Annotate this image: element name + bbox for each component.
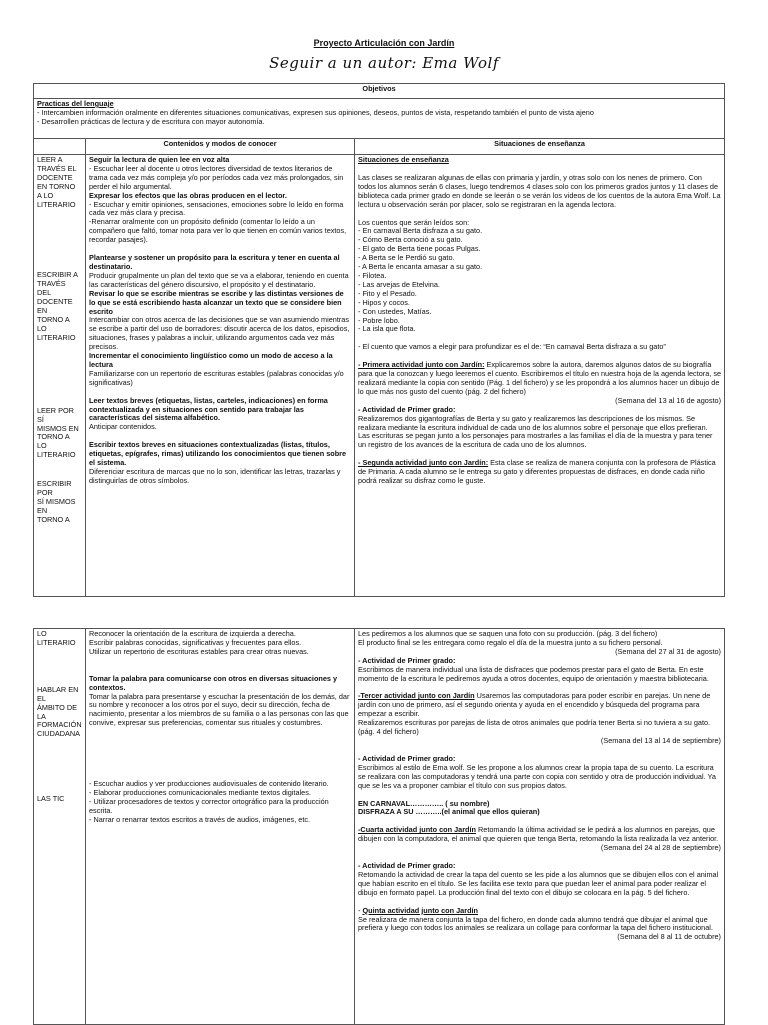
situation-text: - El cuento que vamos a elegir para profundizar es el de: “En carnaval Berta disfraza a su gato” — [358, 342, 666, 352]
list-item: - Fito y el Pesado. — [358, 288, 417, 298]
activity-2 — [358, 459, 721, 486]
situation-text: Las clases se realizaran algunas de ellas con primaria y jardín, y otras solo con los nenes de primero. Con todos los alumnos serán 6 clases, luego tendremos 4 clases solo con los primeros grados juntos y 11 clases de biblioteca cada primer grado en donde se leerán o se verán los videos de los cuentos de la autora Ema Wolf. La lectura u observación serán por placer, solo se registraran en la agenda lectora. — [358, 172, 721, 209]
list-item: - A Berta se le Perdió su gato. — [358, 253, 455, 263]
text-line: EL — [37, 693, 46, 703]
activity-text: Realizaremos dos gigantografías de Berta y su gato y realizaremos las descripciones de los mismos. Se realizara mediante la escritura individual de cada uno de los alumnos sobre el personaje que ellos prefieran. Las escrituras se pegan junto a los personajes para mostrarles a las familias el día de la muestra y para tener un registro de los avances de la escritura de cada uno de los alumnos. — [358, 413, 713, 450]
story-list — [358, 227, 721, 334]
text-line: Retomando la última actividad se le pedirá a los alumnos en parejas, que dibujen con la computadora, el animal que quieren que tenga Berta, retomando la lista realizada la vez anterior. — [358, 825, 719, 844]
page-2 — [0, 628, 768, 1024]
text-line: TRAVÉS — [37, 279, 66, 289]
activity-label: - Actividad de Primer grado: — [358, 655, 456, 665]
content-heading: Incrementar el conocimiento lingüístico como un modo de acceso a la lectura — [89, 351, 333, 369]
text-line: FORMACIÓN — [37, 720, 82, 730]
text-line: LITERARIO — [37, 199, 76, 209]
content-heading: Leer textos breves (etiquetas, listas, carteles, indicaciones) en forma contextualizada y en situaciones con sentido para trabajar las características del sistema alfabético. — [89, 395, 328, 423]
contenidos-column — [86, 629, 355, 1025]
activity-date: (Semana del 24 al 28 de septiembre) — [600, 843, 721, 853]
axis-escribir-docente — [37, 271, 82, 342]
text-line: DEL — [37, 288, 52, 298]
text-line: SÍ MISMOS — [37, 496, 76, 506]
axis-escribir-mismos — [37, 480, 82, 525]
content-text: - Escuchar y emitir opiniones, sensaciones, emociones sobre lo leído en forma cada vez más clara y precisa. — [89, 199, 344, 218]
content-text: Diferenciar escritura de marcas que no lo son, identificar las letras, trazarlas y distinguirlas de otros símbolos. — [89, 467, 341, 485]
axis-column — [34, 155, 86, 597]
objectives-content — [34, 99, 725, 139]
axis-lo-literario — [37, 630, 82, 648]
activity-label: Quinta actividad junto con Jardín — [362, 905, 479, 915]
objective-line: - Desarrollen prácticas de lectura y de escritura con mayor autonomía. — [37, 116, 265, 126]
list-item: - En carnaval Berta disfraza a su gato. — [358, 226, 483, 236]
text-line: LA — [37, 711, 46, 721]
text-line: ÁMBITO DE — [37, 702, 78, 712]
activity-text: Escribimos al estilo de Ema wolf. Se les propone a los alumnos crear la propia tapa de su cuento. La escritura se realizara con las computadoras y tendrá una parte con copia con sentido y otra de producción individual. Ya que se les va a proponer cambiar el título con sus propios datos. — [358, 762, 716, 790]
title-template-line: EN CARNAVAL………….. ( su nombre) — [358, 798, 490, 808]
list-item: - Con ustedes, Matías. — [358, 306, 432, 316]
content-text: Utilizar un repertorio de escrituras estables para crear otras nuevas. — [89, 646, 309, 656]
page-break — [0, 600, 768, 628]
content-heading: Plantearse y sostener un propósito para la escritura y tener en cuenta al destinatario. — [89, 253, 340, 271]
activity-date: (Semana del 8 al 11 de octubre) — [617, 932, 721, 942]
activity-label: - Actividad de Primer grado: — [358, 861, 456, 871]
activity-4 — [358, 826, 721, 844]
content-text: Familiarizarse con un repertorio de escrituras estables (palabras conocidas y/o significativas) — [89, 368, 344, 387]
axis-header-empty — [34, 139, 86, 155]
text-line: Esta clase se realiza de manera conjunta con la profesora de Plástica de Primaria. A cada alumno se le entrega su gato y diferentes propuestas de disfraces, en donde cada niño podrá realizar su disfraz como le guste. — [358, 458, 716, 486]
situaciones-column — [355, 629, 725, 1025]
text-line: CIUDADANA — [37, 729, 80, 739]
activity-text: Realizaremos escrituras por parejas de lista de otros animales que podría tener Berta si no tuviera a su gato. (pág. 4 del fichero) — [358, 718, 711, 737]
text-line: POR — [37, 488, 53, 498]
text-line: EN — [37, 505, 48, 515]
text-line: TORNO A — [37, 314, 70, 324]
list-item: - Elaborar producciones comunicacionales mediante textos digitales. — [89, 788, 311, 798]
objectives-subheading: Practicas del lenguaje — [37, 99, 114, 108]
situaciones-column — [355, 155, 725, 597]
text-line: - — [358, 905, 363, 915]
objective-line: - Intercambien información oralmente en diferentes situaciones comunicativas, expresen sus opiniones, deseos, puntos de vista, respetando también el punto de vista ajeno — [37, 107, 594, 117]
content-heading: Escribir textos breves en situaciones contextualizadas (listas, títulos, etiquetas, epígrafes, rimas) utilizando los conocimientos que tienen sobre el sistema. — [89, 440, 347, 468]
activity-3 — [358, 692, 721, 719]
axis-hablar — [37, 686, 82, 739]
text-line: TRAVÉS EL — [37, 163, 77, 173]
activity-text: Retomando la actividad de crear la tapa del cuento se les pide a los alumnos que se dibujen ellos con el animal que habían escrito en el título. Se les facilita ese texto para que puedan leer el animal para poder realizar el dibujo en formato papel. La producción final del texto con el dibujo se colocara en la pág. 5 del fichero. — [358, 869, 719, 897]
column-header-situaciones: Situaciones de enseñanza — [355, 139, 725, 155]
title-template-line: DISFRAZA A SU ………..(el animal que ellos quieran) — [358, 807, 540, 817]
activity-label: - Actividad de Primer grado: — [358, 404, 456, 414]
list-item: - A Berta le encanta amasar a su gato. — [358, 262, 483, 272]
contenidos-column — [86, 155, 355, 597]
text-line: DOCENTE — [37, 297, 73, 307]
text-line: LO — [37, 629, 47, 638]
activity-label: -Tercer actividad junto con Jardín — [358, 691, 475, 701]
text-line: LITERARIO — [37, 450, 76, 460]
list-item: - Las arvejas de Etelvina. — [358, 279, 440, 289]
content-text: Producir grupalmente un plan del texto que se va a elaborar, teniendo en cuenta las características del género discursivo, el propósito y el destinatario. — [89, 270, 349, 289]
text-line: LITERARIO — [37, 332, 76, 342]
text-line: A LO — [37, 190, 54, 200]
activity-label: - Segunda actividad junto con Jardín: — [358, 458, 489, 468]
list-item: - Narrar o renarrar textos escritos a través de audios, imágenes, etc. — [89, 814, 311, 824]
content-text: - Escuchar leer al docente u otros lectores diversidad de textos literarios de trama cada vez más compleja y/o por períodos cada vez más prolongados, sin perder el hilo argumental. — [89, 163, 344, 191]
column-header-contenidos: Contenidos y modos de conocer — [86, 139, 355, 155]
text-line: EN TORNO — [37, 181, 76, 191]
text-line: LITERARIO — [37, 637, 76, 647]
story-list-title: Los cuentos que serán leídos son: — [358, 217, 470, 227]
content-text: Tomar la palabra para presentarse y escuchar la presentación de los demás, dar su nombre y reconocer a los otros por el suyo, decir su dirección, fecha de nacimiento, presentar a los miembros de su familia o a las personas con las que convive, expresar sus preferencias, comentar sus rituales y costumbres. — [89, 691, 350, 728]
text-line: HABLAR EN — [37, 684, 79, 694]
list-item: - Cómo Berta conoció a su gato. — [358, 235, 463, 245]
content-text: Anticipar contenidos. — [89, 422, 157, 432]
content-heading: Revisar lo que se escribe mientras se escribe y las distintas versiones de lo que se está escribiendo hasta alcanzar un texto que se considere bien escrito — [89, 288, 344, 316]
text-line: ESCRIBIR — [37, 479, 72, 489]
situation-text: Les pediremos a los alumnos que se saquen una foto con su producción. (pág. 3 del fichero) — [358, 629, 658, 638]
tic-list — [89, 780, 351, 825]
activity-label: - Primera actividad junto con Jardín: — [358, 360, 485, 370]
text-line: EN — [37, 306, 48, 316]
activity-1 — [358, 361, 721, 397]
text-line: SÍ — [37, 414, 44, 424]
text-line: TORNO A — [37, 432, 70, 442]
content-heading: Expresar los efectos que las obras producen en el lector. — [89, 190, 287, 200]
axis-leer-docente — [37, 156, 82, 209]
axis-las-tic: LAS TIC — [37, 794, 65, 804]
content-text: Escribir palabras conocidas, significativas y frecuentes para ellos. — [89, 637, 302, 647]
list-item: - Hipos y cocos. — [358, 297, 410, 307]
activity-label: -Cuarta actividad junto con Jardín — [358, 825, 476, 835]
text-line: Explicaremos sobre la autora, daremos algunos datos de su biografía para que la conozcan y luego leeremos el cuento. Escribiremos el título en nuestra hoja de la agenda lectora, se realizará mediante la copia con sentido (Pág. 1 del fichero) y se les propondrá a los alumnos hacer un dibujo de lo que más nos gusto del cuento (pág. 2 del fichero) — [358, 360, 722, 396]
text-line: DOCENTE — [37, 172, 73, 182]
activity-date: (Semana del 13 al 16 de agosto) — [615, 395, 722, 405]
text-line: MISMOS EN — [37, 423, 79, 433]
text-line: LEER A — [37, 155, 63, 164]
text-line: Usaremos las computadoras para poder escribir en parejas. Un nene de jardín con uno de primero, así el segundo orienta y ayuda en el encendido y búsqueda del programa para empezar a escribir. — [358, 691, 711, 719]
list-item: - Escuchar audios y ver producciones audiovisuales de contenido literario. — [89, 779, 329, 789]
list-item: - Utilizar procesadores de textos y corrector ortográfico para la producción escrita. — [89, 796, 329, 815]
objectives-table — [33, 83, 725, 597]
content-text: -Renarrar oralmente con un propósito definido (comentar lo leído a un compañero que faltó, tomar nota para ver lo que tienen en común varios textos, recordar pasajes). — [89, 217, 347, 245]
content-heading: Seguir la lectura de quien lee en voz alta — [89, 155, 230, 164]
document-title: Proyecto Articulación con Jardín — [313, 38, 455, 48]
text-line: LO — [37, 441, 47, 451]
activity-text: Escribimos de manera individual una lista de disfraces que podemos prestar para el gato de Berta. En este momento de la escritura le pediremos ayuda a otros docentes, equipo de orientación y maestra bibliotecaria. — [358, 664, 709, 683]
list-item: - Filotea. — [358, 270, 387, 280]
activity-label: - Actividad de Primer grado: — [358, 753, 456, 763]
text-line: TORNO A — [37, 514, 70, 524]
document-subtitle: Seguir a un autor: Ema Wolf — [269, 54, 499, 72]
content-text: Intercambiar con otros acerca de las decisiones que se van asumiendo mientras se escribe a partir del uso de borradores: discutir acerca de los datos, episodios, situaciones, frases y palabras a incluir, utilizando argumentos cada vez más precisos. — [89, 315, 350, 352]
axis-leer-mismos — [37, 407, 82, 460]
situation-text: El producto final se les entregara como regalo el día de la muestra junto a su fichero personal. — [358, 637, 663, 647]
text-line: LO — [37, 323, 47, 333]
continuation-table — [33, 628, 725, 1025]
activity-text: Se realizara de manera conjunta la tapa del fichero, en donde cada alumno tendrá que dibujar el animal que prefiera y luego con todos los animales se realizara un collage para conformar la tapa del fichero institucional. — [358, 914, 713, 933]
activity-date: (Semana del 13 al 14 de septiembre) — [600, 735, 721, 745]
axis-column — [34, 629, 86, 1025]
list-item: - La isla que flota. — [358, 324, 416, 334]
text-line: ESCRIBIR A — [37, 270, 78, 280]
list-item: - El gato de Berta tiene pocas Pulgas. — [358, 244, 481, 254]
list-item: - Pobre lobo. — [358, 315, 400, 325]
text-line: LEER POR — [37, 405, 74, 415]
content-text: Reconocer la orientación de la escritura de izquierda a derecha. — [89, 629, 296, 638]
activity-date: (Semana del 27 al 31 de agosto) — [615, 646, 721, 656]
content-heading: Tomar la palabra para comunicarse con otros en diversas situaciones y contextos. — [89, 673, 338, 692]
situations-heading: Situaciones de enseñanza — [358, 155, 449, 164]
objectives-heading: Objetivos — [34, 84, 725, 99]
